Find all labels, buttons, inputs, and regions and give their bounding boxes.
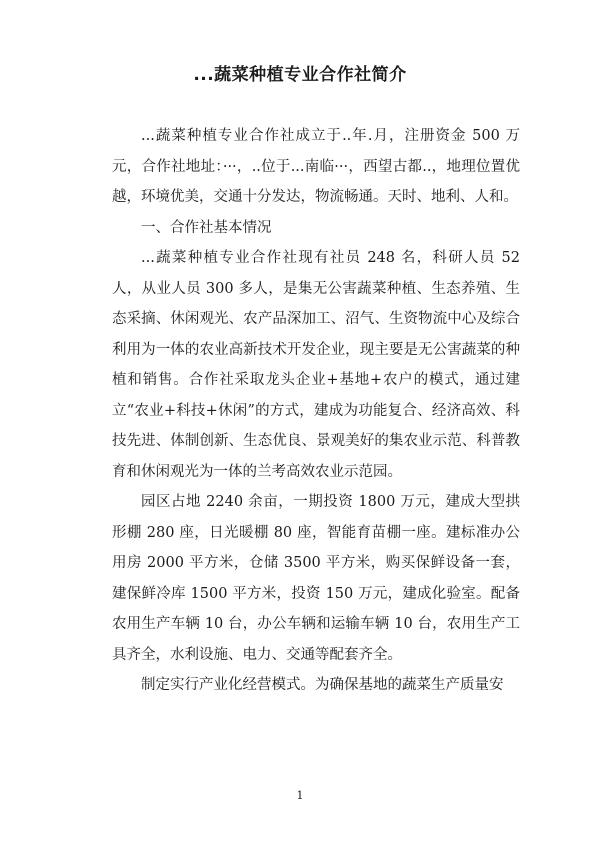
paragraph-intro: ...蔬菜种植专业合作社成立于..年.月，注册资金 500 万元，合作社地址：···，..位于...南临···，西望古都..，地理位置优越，环境优美，交通十分发达，物流畅通。天时、地利、人和。 [112, 128, 520, 205]
document-body [112, 121, 520, 701]
page-number: 1 [296, 789, 304, 802]
paragraph-business-model: 制定实行产业化经营模式。为确保基地的蔬菜生产质量安 [141, 677, 504, 693]
document-title: ...蔬菜种植专业合作社简介 [193, 65, 407, 85]
paragraph-basic-info: ...蔬菜种植专业合作社现有社员 248 名，科研人员 52 人，从业人员 300 多人，是集无公害蔬菜种植、生态养殖、生态采摘、休闲观光、农产品深加工、沼气、生资物流中心及综合利用为一体的农业高新技术开发企业，现主要是无公害蔬菜的种植和销售。合作社采取龙头企业+基地+农户的模式，通过建立“农业+科技+休闲”的方式，建成为功能复合、经济高效、科技先进、体制创新、生态优良、景观美好的集农业示范、科普教育和休闲观光为一体的兰考高效农业示范园。 [112, 250, 520, 480]
section-heading: 一、合作社基本情况 [141, 219, 272, 236]
paragraph-park-area: 园区占地 2240 余亩，一期投资 1800 万元，建成大型拱形棚 280 座，日光暖棚 80 座，智能育苗棚一座。建标准办公用房 2000 平方米，仓储 3500 平方米，购买保鲜设备一套，建保鲜冷库 1500 平方米，投资 150 万元，建成化验室。配备农用生产车辆 10 台，办公车辆和运输车辆 10 台，农用生产工具齐全，水利设施、电力、交通等配套齐全。 [112, 494, 520, 663]
